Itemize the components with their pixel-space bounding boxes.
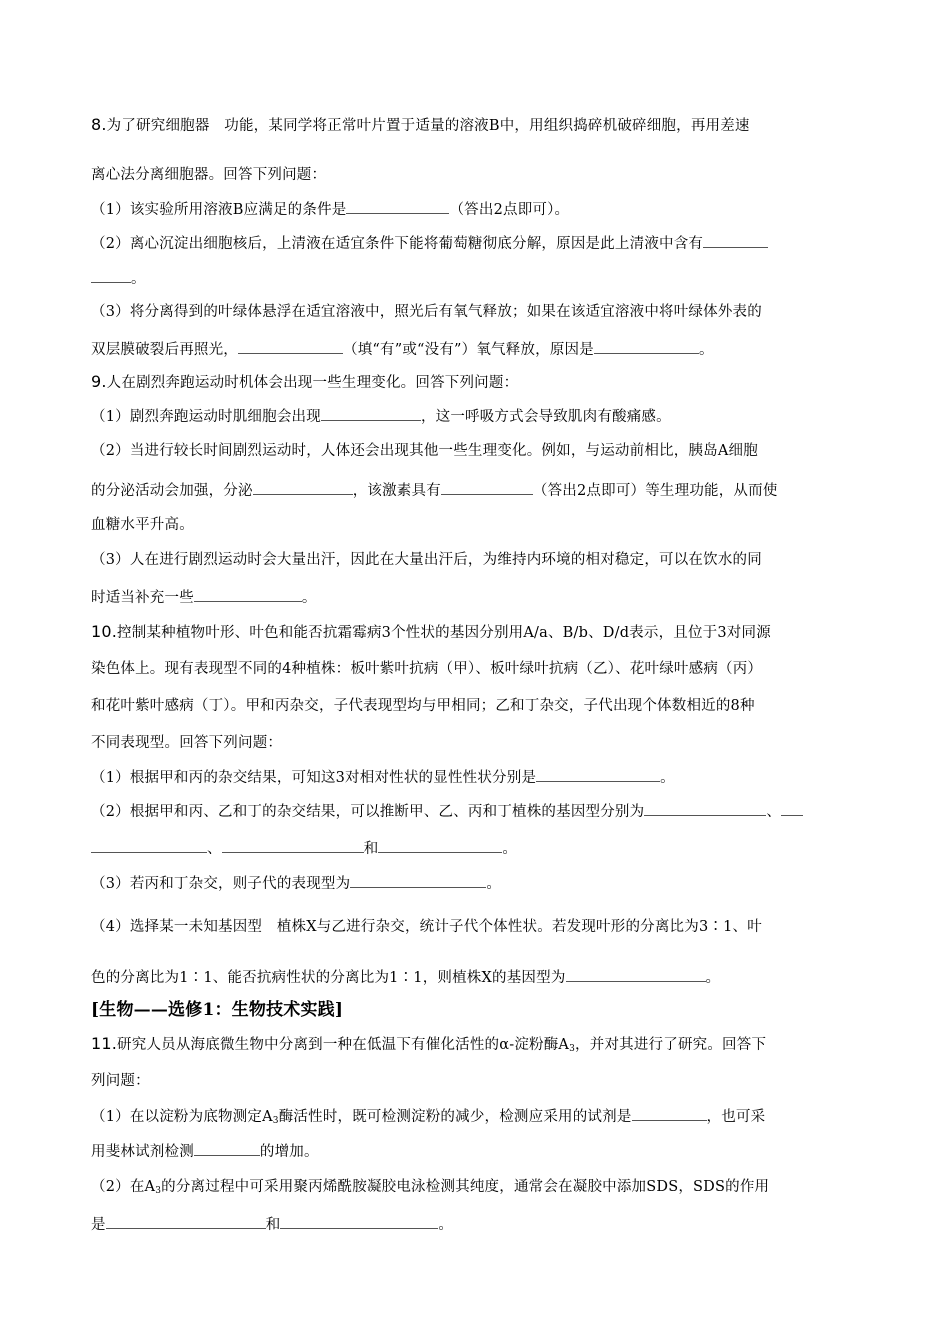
- q8-part1: （1）该实验所用溶液B应满足的条件是 （答出2点即可）。: [91, 199, 569, 220]
- q10-part2-line2: 、 和 。: [91, 838, 517, 859]
- q10-stem-line4: 不同表现型。回答下列问题：: [91, 735, 283, 751]
- q10-part1: （1）根据甲和丙的杂交结果，可知这3对相对性状的显性性状分别是 。: [91, 767, 675, 788]
- q10-part3: （3）若丙和丁杂交，则子代的表现型为 。: [91, 873, 501, 894]
- q10-part4-line2: 色的分离比为1∶1、能否抗病性状的分离比为1∶1，则植株X的基因型为 。: [91, 967, 720, 988]
- q9-part1: （1）剧烈奔跑运动时肌细胞会出现 ，这一呼吸方式会导致肌肉有酸痛感。: [91, 406, 671, 427]
- answer-blank[interactable]: [238, 339, 343, 354]
- q9-stem: 9.人在剧烈奔跑运动时机体会出现一些生理变化。回答下列问题：: [91, 372, 519, 391]
- answer-blank[interactable]: [222, 838, 364, 853]
- q9-part2-line3: 血糖水平升高。: [91, 517, 194, 533]
- answer-blank[interactable]: [194, 1141, 260, 1156]
- q10-part2-line1: （2）根据甲和丙、乙和丁的杂交结果，可以推断甲、乙、丙和丁植株的基因型分别为 、: [91, 801, 803, 822]
- answer-blank[interactable]: [194, 587, 302, 602]
- q8-part2: （2）离心沉淀出细胞核后，上清液在适宜条件下能将葡萄糖彻底分解，原因是此上清液中含有: [91, 233, 768, 254]
- answer-blank[interactable]: [91, 268, 131, 283]
- q10-part4-line1: （4）选择某一未知基因型 植株X与乙进行杂交，统计子代个体性状。若发现叶形的分离比为3∶1、叶: [91, 919, 762, 935]
- q8-number: 8.: [91, 115, 107, 134]
- q11-part1-line1: （1）在以淀粉为底物测定$A_3$酶活性时，既可检测淀粉的减少，检测应采用的试剂是 ，也可采: [91, 1106, 765, 1127]
- q11-stem-line2: 列问题：: [91, 1073, 150, 1089]
- section-heading: [生物——选修1：生物技术实践]: [91, 1000, 344, 1020]
- q11-number: 11.: [91, 1034, 118, 1053]
- q8-stem-line1: 8.为了研究细胞器 功能，某同学将正常叶片置于适量的溶液B中，用组织捣碎机破碎细胞，再用差速: [91, 115, 750, 134]
- q9-part2-line2: 的分泌活动会加强，分泌 ，该激素具有 （答出2点即可）等生理功能，从而使: [91, 480, 778, 501]
- answer-blank[interactable]: [378, 838, 502, 853]
- answer-blank[interactable]: [280, 1214, 438, 1229]
- answer-blank[interactable]: [703, 233, 768, 248]
- answer-blank[interactable]: [594, 339, 699, 354]
- q10-stem-line3: 和花叶紫叶感病（丁）。甲和丙杂交，子代表现型均与甲相同；乙和丁杂交，子代出现个体数相近的8种: [91, 698, 755, 714]
- q8-part2-cont: 。: [91, 268, 146, 289]
- answer-blank[interactable]: [566, 967, 706, 982]
- answer-blank[interactable]: [346, 199, 449, 214]
- q11-stem-line1: 11.研究人员从海底微生物中分离到一种在低温下有催化活性的α-淀粉酶$A_3$，并对其进行了研究。回答下: [91, 1034, 767, 1054]
- answer-blank[interactable]: [91, 838, 207, 853]
- q11-part2-line2: 是 和 。: [91, 1214, 453, 1235]
- answer-blank[interactable]: [441, 480, 533, 495]
- answer-blank[interactable]: [321, 406, 421, 421]
- q10-stem-line1: 10.控制某种植物叶形、叶色和能否抗霜霉病3个性状的基因分别用A/a、B/b、D/d表示，且位于3对同源: [91, 622, 771, 641]
- answer-blank[interactable]: [644, 801, 766, 816]
- q11-part2-line1: （2）在$A_3$的分离过程中可采用聚丙烯酰胺凝胶电泳检测其纯度，通常会在凝胶中添加SDS，SDS的作用: [91, 1179, 770, 1196]
- q9-number: 9.: [91, 372, 107, 391]
- q8-part3-line1: （3）将分离得到的叶绿体悬浮在适宜溶液中，照光后有氧气释放；如果在该适宜溶液中将叶绿体外表的: [91, 304, 762, 320]
- q9-part3-line2: 时适当补充一些 。: [91, 587, 317, 608]
- answer-blank[interactable]: [781, 801, 803, 816]
- q8-part3-line2: 双层膜破裂后再照光， （填“有”或“没有”）氧气释放，原因是 。: [91, 339, 714, 360]
- q10-number: 10.: [91, 622, 118, 641]
- answer-blank[interactable]: [350, 873, 486, 888]
- answer-blank[interactable]: [106, 1214, 266, 1229]
- q11-part1-line2: 用斐林试剂检测 的增加。: [91, 1141, 319, 1162]
- answer-blank[interactable]: [632, 1106, 707, 1121]
- q8-stem-line2: 离心法分离细胞器。回答下列问题：: [91, 167, 327, 183]
- answer-blank[interactable]: [253, 480, 353, 495]
- q9-part2-line1: （2）当进行较长时间剧烈运动时，人体还会出现其他一些生理变化。例如，与运动前相比，胰岛A细胞: [91, 443, 758, 459]
- q9-part3-line1: （3）人在进行剧烈运动时会大量出汗，因此在大量出汗后，为维持内环境的相对稳定，可以在饮水的同: [91, 552, 762, 568]
- q10-stem-line2: 染色体上。现有表现型不同的4种植株：板叶紫叶抗病（甲）、板叶绿叶抗病（乙）、花叶绿叶感病（丙）: [91, 661, 763, 677]
- answer-blank[interactable]: [536, 767, 660, 782]
